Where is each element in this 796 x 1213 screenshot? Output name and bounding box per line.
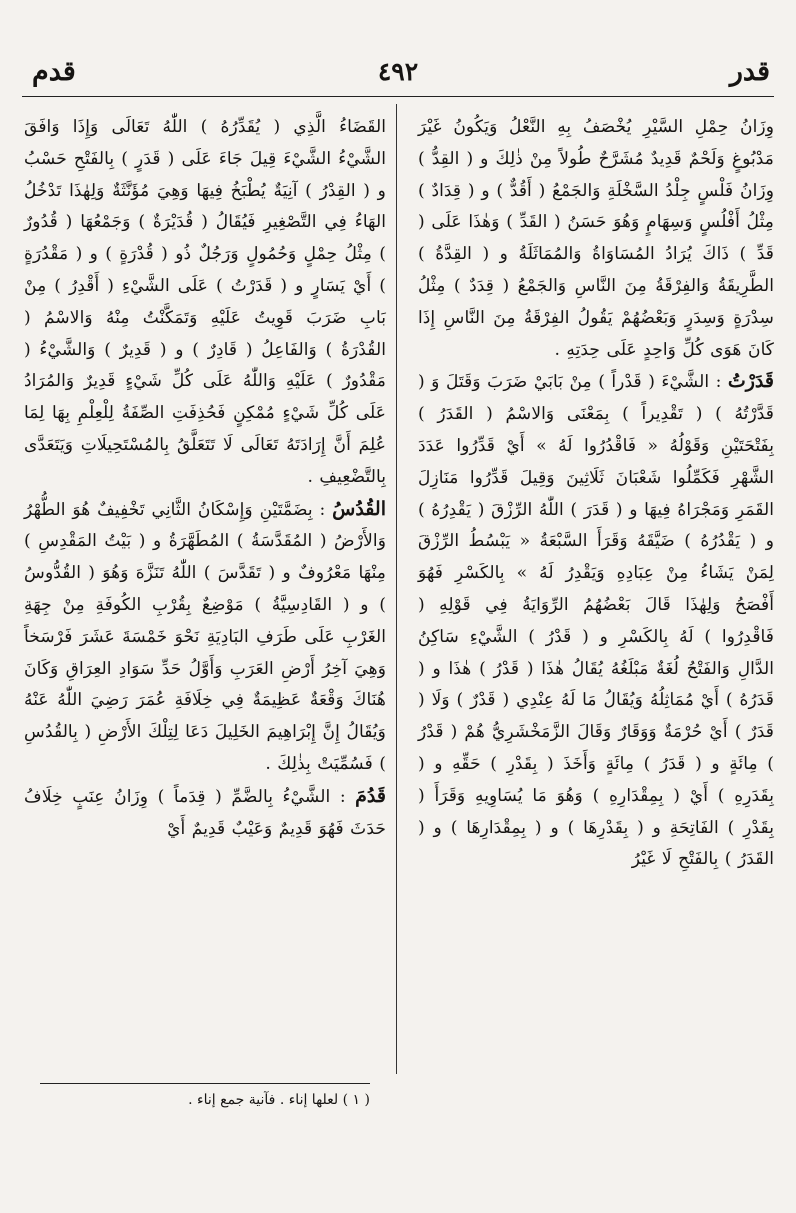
running-head-left: قدم <box>32 56 76 87</box>
left-column <box>24 112 386 845</box>
dictionary-entry <box>24 781 386 846</box>
entry-headword: قَدُمَ <box>355 784 386 807</box>
entry-text: وِزَانُ حِمْلِ السَّيْرِ يُخْصَفُ بِهِ النَّعْلُ وَيَكُونُ غَيْرَ مَدْبُوغٍ وَلَحْمٌ قَدِيدٌ مُشَرَّحٌ طُولاً مِنْ ذٰلِكَ و ( القِدُّ ) وِزَانُ فَلْسٍ جِلْدُ السَّخْلَةِ وَالجَمْعُ ( أَقُدٌّ ) و ( قِدَادٌ ) مِثْلُ أَفْلُسٍ وَسِهَامٍ وَهُوَ حَسَنُ ( القَدِّ ) وَهٰذَا عَلَى ( قَدِّ ) ذَاكَ يُرَادُ المُسَاوَاةُ وَالمُمَاثَلَةُ و ( القِدَّةُ ) الطَّرِيقَةُ وَالفِرْقَةُ مِنَ النَّاسِ وَالجَمْعُ ( قِدَدٌ ) مِثْلُ سِدْرَةٍ وَسِدَرٍ وَبَعْضُهُمْ يَقُولُ الفِرْقَةُ مِنَ النَّاسِ إِذَا كَانَ هَوَى كُلِّ وَاحِدٍ عَلَى حِدَتِهِ . <box>418 117 774 360</box>
entry-text: : الشَّيْءُ بِالضَّمِّ ( قِدَماً ) وِزَانُ عِنَبٍ خِلَافُ حَدَثَ فَهُوَ قَدِيمٌ وَعَيْبٌ قَدِيمٌ أَيْ <box>24 786 386 839</box>
footnote-rule <box>40 1083 370 1084</box>
dictionary-entry <box>24 494 386 781</box>
header-rule <box>22 96 774 97</box>
page-number: ٤٩٢ <box>377 57 419 86</box>
entry-headword: القُدُسُ <box>332 497 386 520</box>
running-head-right: قدر <box>729 56 770 87</box>
footnote: ( ١ ) لعلها إناء . فآنية جمع إناء . <box>188 1092 370 1108</box>
dictionary-entry <box>418 366 774 876</box>
entry-headword: قَدَرْتُ <box>727 370 774 393</box>
entry-text: : بِضَمَّتَيْنِ وَإِسْكَانُ الثَّانِي تَخْفِيفٌ هُوَ الطُّهْرُ وَالأَرْضُ ( المُقَدَّسَةُ ) المُطَهَّرَةُ و ( بَيْتُ المَقْدِسِ ) مِنْهَا مَعْرُوفٌ و ( تَقَدَّسَ ) اللّٰهُ تَنَزَّهَ وَهُوَ ( القُدُّوسُ ) و ( القَادِسِيَّةُ ) مَوْضِعٌ بِقُرْبِ الكُوفَةِ مِنْ جِهَةِ الغَرْبِ عَلَى طَرَفِ البَادِيَةِ نَحْوَ خَمْسَةَ عَشَرَ فَرْسَخاً وَهِيَ آخِرُ أَرْضِ العَرَبِ وَأَوَّلُ حَدِّ سَوَادِ العِرَاقِ وَكَانَ هُنَاكَ وَقْعَةٌ عَظِيمَةٌ فِي خِلَافَةِ عُمَرَ رَضِيَ اللّٰهُ عَنْهُ وَيُقَالُ إِنَّ إِبْرَاهِيمَ الخَلِيلَ دَعَا لِتِلْكَ الأَرْضِ ( بِالقُدُسِ ) فَسُمِّيَتْ بِذٰلِكَ . <box>24 499 386 774</box>
column-divider <box>396 104 397 1074</box>
right-column <box>418 112 774 876</box>
entry-text: القَضَاءُ الَّذِي ( يُقَدِّرُهُ ) اللّٰهُ تَعَالَى وَإِذَا وَافَقَ الشَّيْءُ الشَّيْءَ قِيلَ جَاءَ عَلَى ( قَدَرٍ ) بِالفَتْحِ حَسْبُ و ( القِدْرُ ) آنِيَةٌ يُطْبَخُ فِيهَا وَهِيَ مُؤَنَّثَةٌ وَلِهٰذَا تَدْخُلُ الهَاءُ فِي التَّصْغِيرِ فَيُقَالُ ( قُدَيْرَةٌ ) وَجَمْعُهَا ( قُدُورٌ ) مِثْلُ حِمْلٍ وَحُمُولٍ وَرَجُلٌ ذُو ( قُدْرَةٍ ) و ( مَقْدُرَةٍ ) أَيْ يَسَارٍ و ( قَدَرْتُ ) عَلَى الشَّيْءِ ( أَقْدِرُ ) مِنْ بَابِ ضَرَبَ قَوِيتُ عَلَيْهِ وَتَمَكَّنْتُ مِنْهُ وَالاسْمُ ( القُدْرَةُ ) وَالفَاعِلُ ( قَادِرٌ ) و ( قَدِيرٌ ) وَالشَّيْءُ ( مَقْدُورٌ ) عَلَيْهِ وَاللّٰهُ عَلَى كُلِّ شَيْءٍ قَدِيرٌ وَالمُرَادُ عَلَى كُلِّ شَيْءٍ مُمْكِنٍ فَحُذِفَتِ الصِّفَةُ لِلْعِلْمِ بِهَا لِمَا عُلِمَ أَنَّ إِرَادَتَهُ تَعَالَى لَا تَتَعَلَّقُ بِالمُسْتَحِيلَاتِ وَيَتَعَدَّى بِالتَّضْعِيفِ . <box>24 117 386 487</box>
entry-text: : الشَّيْءَ ( قَدْراً ) مِنْ بَابَيْ ضَرَبَ وَقَتَلَ وَ ( قَدَّرْتُهُ ) ( تَقْدِيراً ) بِمَعْنَى وَالاسْمُ ( القَدَرُ ) بِفَتْحَتَيْنِ وَقَوْلُهُ « فَاقْدُرُوا لَهُ » أَيْ قَدِّرُوا عَدَدَ الشَّهْرِ فَكَمِّلُوا شَعْبَانَ ثَلَاثِينَ وَقِيلَ قَدِّرُوا مَنَازِلَ القَمَرِ وَمَجْرَاهُ فِيهَا و ( قَدَرَ ) اللّٰهُ الرِّزْقَ ( يَقْدِرُهُ ) و ( يَقْدُرُهُ ) ضَيَّقَهُ وَقَرَأَ السَّبْعَةُ « يَبْسُطُ الرِّزْقَ لِمَنْ يَشَاءُ مِنْ عِبَادِهِ وَيَقْدِرُ لَهُ » بِالكَسْرِ فَهُوَ أَفْصَحُ وَلِهٰذَا قَالَ بَعْضُهُمُ الرِّوَايَةُ فِي قَوْلِهِ ( فَاقْدِرُوا ) لَهُ بِالكَسْرِ و ( قَدْرُ ) الشَّيْءِ سَاكِنُ الدَّالِ وَالفَتْحُ لُغَةٌ مَبْلَغُهُ يُقَالُ هٰذَا ( قَدْرُ ) هٰذَا و ( قَدَرُهُ ) أَيْ مُمَاثِلُهُ وَيُقَالُ مَا لَهُ عِنْدِي ( قَدْرٌ ) وَلَا ( قَدَرٌ ) أَيْ حُرْمَةٌ وَوَقَارٌ وَقَالَ الزَّمَخْشَرِيُّ هُمْ ( قَدْرُ ) مِائَةٍ و ( قَدَرُ ) مِائَةٍ وَأَخَذَ ( بِقَدْرِ ) حَقِّهِ و ( بِقَدَرِهِ ) أَيْ ( بِمِقْدَارِهِ ) وَهُوَ مَا يُسَاوِيهِ وَقَرَأَ ( بِقَدْرِ ) الفَاتِحَةِ و ( بِقَدْرِهَا ) و ( بِمِقْدَارِهَا ) و ( القَدَرُ ) بِالفَتْحِ لَا غَيْرُ <box>418 372 774 870</box>
page-header <box>0 52 796 92</box>
